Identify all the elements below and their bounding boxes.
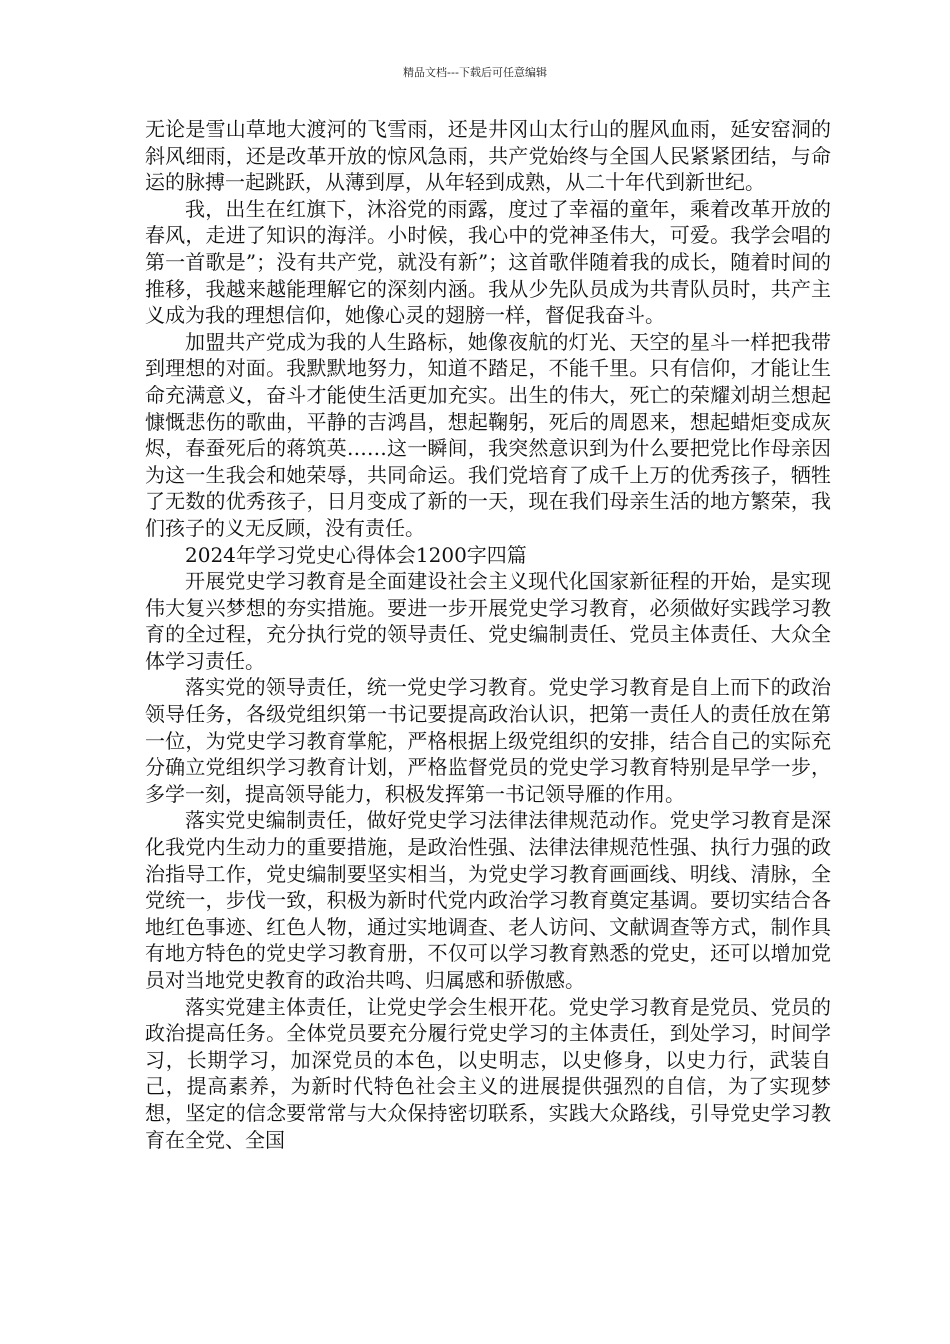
paragraph-6: 落实党史编制责任，做好党史学习法律法律规范动作。党史学习教育是深化我党内生动力的重要措施，是政治性强、法律法律规范性强、执行力强的政治指导工作，党史编制要坚实相当，为党史学习教育画画线、明线、清脉，全党统一，步伐一致，积极为新时代党内政治学习教育奠定基调。要切实结合各地红色事迹、红色人物，通过实地调查、老人访问、文献调查等方式，制作具有地方特色的党史学习教育册，不仅可以学习教育熟悉的党史，还可以增加党员对当地党史教育的政治共鸣、归属感和骄傲感。 [145,808,831,992]
section-heading: 2024年学习党史心得体会1200字四篇 [185,542,527,567]
paragraph-4: 开展党史学习教育是全面建设社会主义现代化国家新征程的开始，是实现伟大复兴梦想的夯实措施。要进一步开展党史学习教育，必须做好实践学习教育的全过程，充分执行党的领导责任、党史编制责任、党员主体责任、大众全体学习责任。 [145,569,831,673]
page-header: 精品文档---下载后可任意编辑 [403,66,547,79]
paragraph-3: 加盟共产党成为我的人生路标，她像夜航的灯光、天空的星斗一样把我带到理想的对面。我默默地努力，知道不踏足，不能千里。只有信仰，才能让生命充满意义，奋斗才能使生活更加充实。出生的伟大，死亡的荣耀刘胡兰想起慷慨悲伤的歌曲，平静的吉鸿昌，想起鞠躬，死后的周恩来，想起蜡炬变成灰烬，春蚕死后的蒋筑英……这一瞬间，我突然意识到为什么要把党比作母亲因为这一生我会和她荣辱，共同命运。我们党培育了成千上万的优秀孩子，牺牲了无数的优秀孩子，日月变成了新的一天，现在我们母亲生活的地方繁荣，我们孩子的义无反顾，没有责任。 [145,329,831,540]
document-body [145,116,831,1153]
paragraph-5: 落实党的领导责任，统一党史学习教育。党史学习教育是自上而下的政治领导任务，各级党组织第一书记要提高政治认识，把第一责任人的责任放在第一位，为党史学习教育掌舵，严格根据上级党组织的安排，结合自己的实际充分确立党组织学习教育计划，严格监督党员的党史学习教育特别是早学一步，多学一刻，提高领导能力，积极发挥第一书记领导雁的作用。 [145,675,831,806]
paragraph-7: 落实党建主体责任，让党史学会生根开花。党史学习教育是党员、党员的政治提高任务。全体党员要充分履行党史学习的主体责任，到处学习，时间学习，长期学习，加深党员的本色，以史明志，以史修身，以史力行，武装自己，提高素养，为新时代特色社会主义的进展提供强烈的自信，为了实现梦想，坚定的信念要常常与大众保持密切联系，实践大众路线，引导党史学习教育在全党、全国 [145,994,831,1152]
paragraph-1: 无论是雪山草地大渡河的飞雪雨，还是井冈山太行山的腥风血雨，延安窑洞的斜风细雨，还是改革开放的惊风急雨，共产党始终与全国人民紧紧团结，与命运的脉搏一起跳跃，从薄到厚，从年轻到成熟，从二十年代到新世纪。 [145,117,831,195]
paragraph-2: 我，出生在红旗下，沐浴党的雨露，度过了幸福的童年，乘着改革开放的春风，走进了知识的海洋。小时候，我心中的党神圣伟大，可爱。我学会唱的第一首歌是”；没有共产党，就没有新”；这首歌伴随着我的成长，随着时间的推移，我越来越能理解它的深刻内涵。我从少先队员成为共青队员时，共产主义成为我的理想信仰，她像心灵的翅膀一样，督促我奋斗。 [145,196,831,328]
